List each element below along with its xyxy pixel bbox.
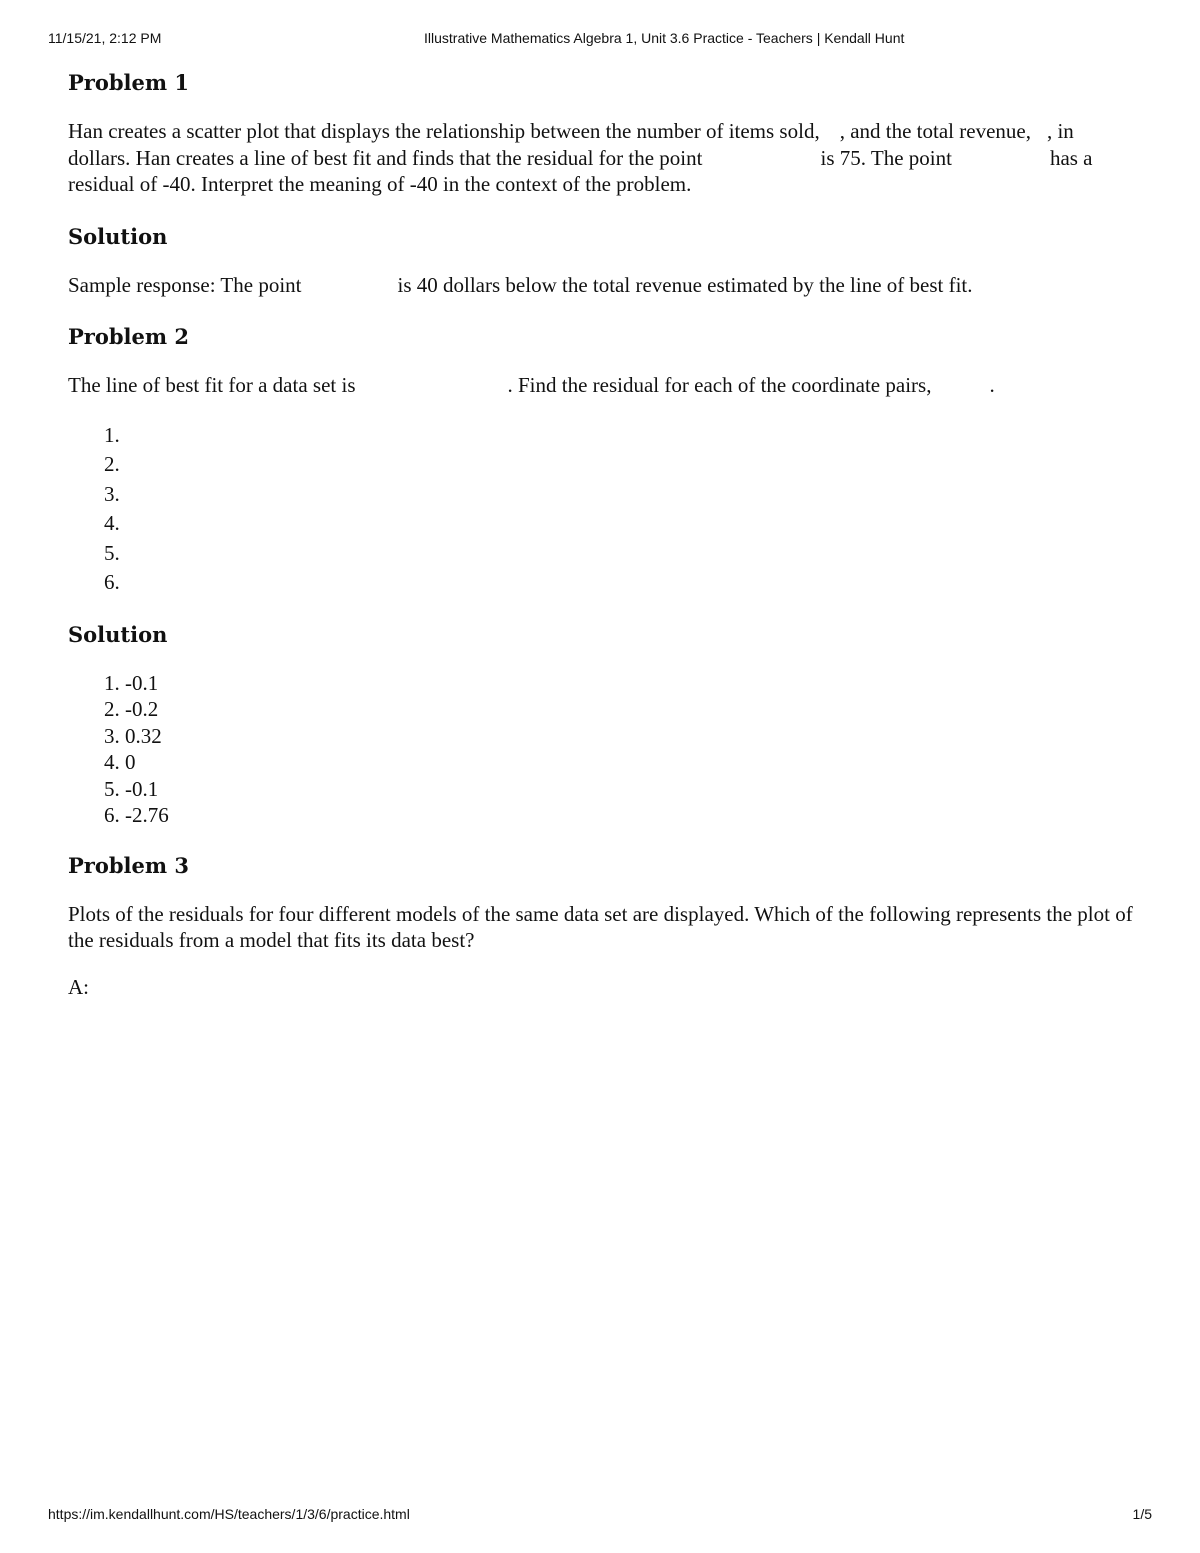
- list-item: 3. 0.32: [104, 723, 162, 748]
- list-item: 3.: [104, 481, 120, 506]
- problem-2-text-c: .: [989, 373, 995, 397]
- list-item: 4. 0: [104, 750, 136, 774]
- problem-3-text: Plots of the residuals for four different models of the same data set are displayed. Which of the following represents the plot of the residuals from a model that fits its data best?: [68, 901, 1133, 952]
- problem-1-text: [68, 118, 1138, 198]
- page-number: 1/5: [1132, 1506, 1152, 1522]
- problem-1-solution-text: [68, 272, 1138, 299]
- problem-1-text-e: has a residual of -40. Interpret the meaning of -40 in the context of the problem.: [68, 145, 1093, 196]
- problem-3-option-a: A:: [68, 974, 89, 999]
- problem-2-heading: Problem 2: [68, 324, 190, 349]
- problem-1-text-c: , in dollars. Han creates a line of best fit and finds that the residual for the point: [68, 119, 1074, 170]
- print-footer: [48, 1506, 1152, 1526]
- list-item: 2.: [104, 452, 120, 476]
- problem-1-heading: Problem 1: [68, 70, 190, 95]
- list-item: 2. -0.2: [104, 697, 159, 721]
- list-item: 1.: [104, 422, 120, 447]
- problem-2-solution-list: [68, 670, 1138, 829]
- problem-2-text-a: The line of best fit for a data set is: [68, 373, 356, 397]
- print-title: Illustrative Mathematics Algebra 1, Unit 3.6 Practice - Teachers | Kendall Hunt: [424, 30, 905, 46]
- practice-content: [68, 68, 1138, 1000]
- problem-2-text: [68, 372, 1138, 399]
- problem-2-text-b: . Find the residual for each of the coordinate pairs,: [507, 373, 932, 397]
- problem-2-solution-heading: Solution: [68, 621, 168, 647]
- problem-1-text-b: , and the total revenue,: [839, 119, 1031, 143]
- problem-3-heading: Problem 3: [68, 852, 190, 878]
- problem-1-solution-heading: Solution: [68, 223, 168, 249]
- problem-1-text-d: is 75. The point: [820, 145, 952, 170]
- print-date: 11/15/21, 2:12 PM: [48, 30, 162, 46]
- list-item: 1. -0.1: [104, 670, 159, 695]
- print-url: https://im.kendallhunt.com/HS/teachers/1/3/6/practice.html: [48, 1506, 410, 1522]
- list-item: 5.: [104, 540, 120, 565]
- list-item: 6.: [104, 570, 120, 594]
- problem-1-solution-a: Sample response: The point: [68, 272, 302, 297]
- print-header: [48, 30, 1152, 50]
- list-item: 6. -2.76: [104, 803, 169, 827]
- problem-1-solution-b: is 40 dollars below the total revenue estimated by the line of best fit.: [397, 272, 973, 297]
- list-item: 5. -0.1: [104, 776, 159, 801]
- problem-1-text-a: Han creates a scatter plot that displays the relationship between the number of items sold,: [68, 119, 820, 143]
- list-item: 4.: [104, 511, 120, 535]
- problem-2-list: [68, 421, 1138, 598]
